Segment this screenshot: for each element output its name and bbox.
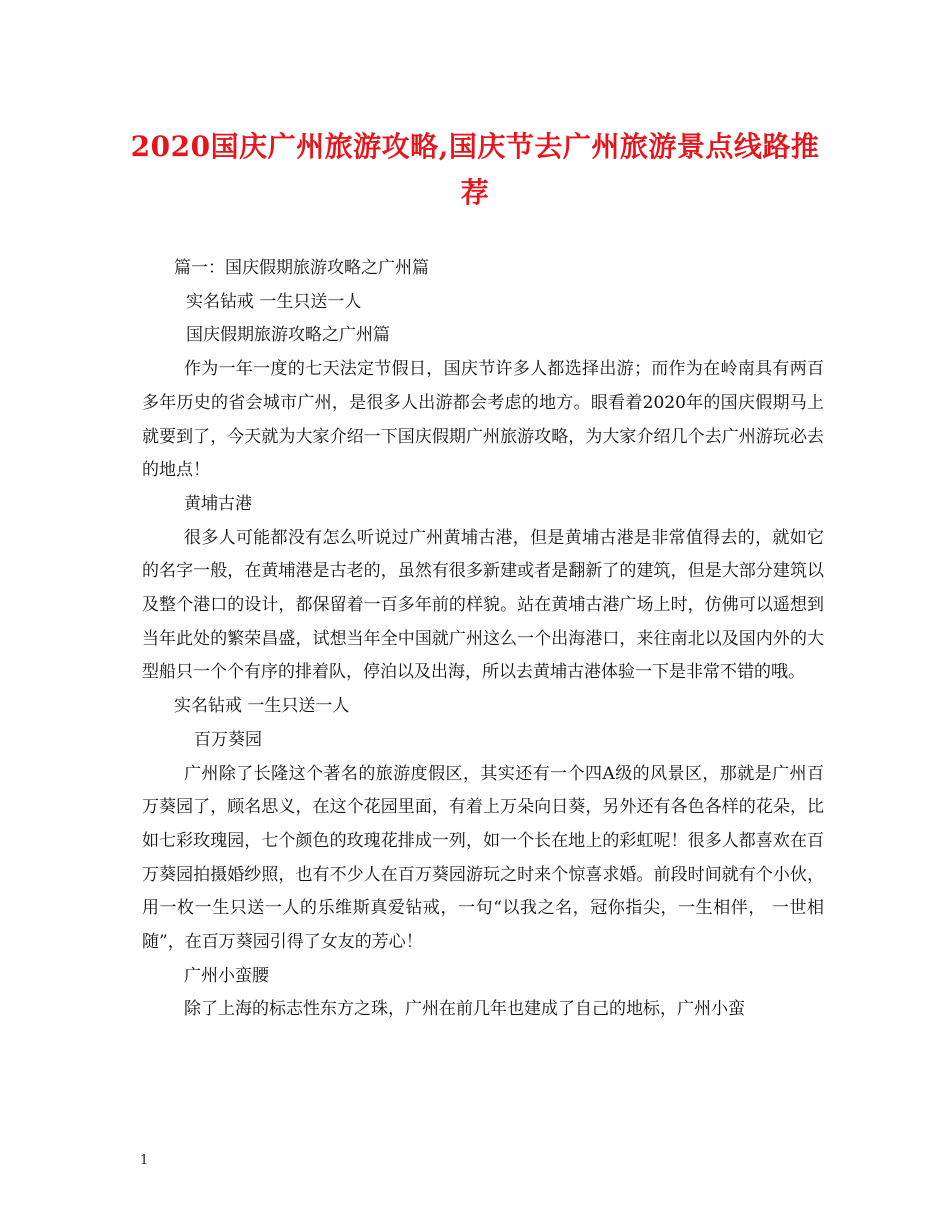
section-subheading: 国庆假期旅游攻略之广州篇 [186, 325, 390, 346]
place-heading-kuiyuan: 百万葵园 [194, 729, 262, 750]
body-paragraph: 作为一年一度的七天法定节假日，国庆节许多人都选择出游；而作为在岭南具有两百多年历史的省会城市广州，是很多人出游都会考虑的地方。眼看着2020年的国庆假期马上就要到了，今天就为大家介绍一下国庆假期广州旅游攻略，为大家介绍几个去广州游玩必去的地点！ [142, 359, 824, 481]
body-paragraph: 广州除了长隆这个著名的旅游度假区，其实还有一个四A级的风景区，那就是广州百万葵园了，顾名思义，在这个花园里面，有着上万朵向日葵，另外还有各色各样的花朵，比如七彩玫瑰园，七个颜色的玫瑰花排成一列，如一个长在地上的彩虹呢！很多人都喜欢在百万葵园拍摄婚纱照，也有不少人在百万葵园游玩之时来个惊喜求婚。前段时间就有个小伙，用一枚一生只送一人的乐维斯真爱钻戒，一句“以我之名，冠你指尖，一生相伴， 一世相随”，在百万葵园引得了女友的芳心！ [142, 763, 824, 953]
page-number: 1 [140, 1153, 149, 1168]
document-title: 2020国庆广州旅游攻略,国庆节去广州旅游景点线路推荐 [130, 130, 820, 209]
body-paragraph: 很多人可能都没有怎么听说过广州黄埔古港，但是黄埔古港是非常值得去的，就如它的名字一般，在黄埔港是古老的，虽然有很多新建或者是翻新了的建筑，但是大部分建筑以及整个港口的设计，都保留着一百多年前的样貌。站在黄埔古港广场上时，仿佛可以遥想到当年此处的繁荣昌盛，试想当年全中国就广州这么一个出海港口，来往南北以及国内外的大型船只一个个有序的排着队，停泊以及出海，所以去黄埔古港体验一下是非常不错的哦。 [142, 527, 824, 683]
place-heading-huangpu: 黄埔古港 [184, 493, 252, 514]
ad-line: 实名钻戒 一生只送一人 [174, 696, 350, 717]
place-heading-canton-tower: 广州小蛮腰 [184, 965, 269, 986]
document-body [142, 252, 824, 1027]
section-heading: 篇一：国庆假期旅游攻略之广州篇 [174, 258, 429, 278]
body-paragraph: 除了上海的标志性东方之珠，广州在前几年也建成了自己的地标，广州小蛮 [184, 999, 745, 1020]
ad-line: 实名钻戒 一生只送一人 [186, 291, 362, 312]
